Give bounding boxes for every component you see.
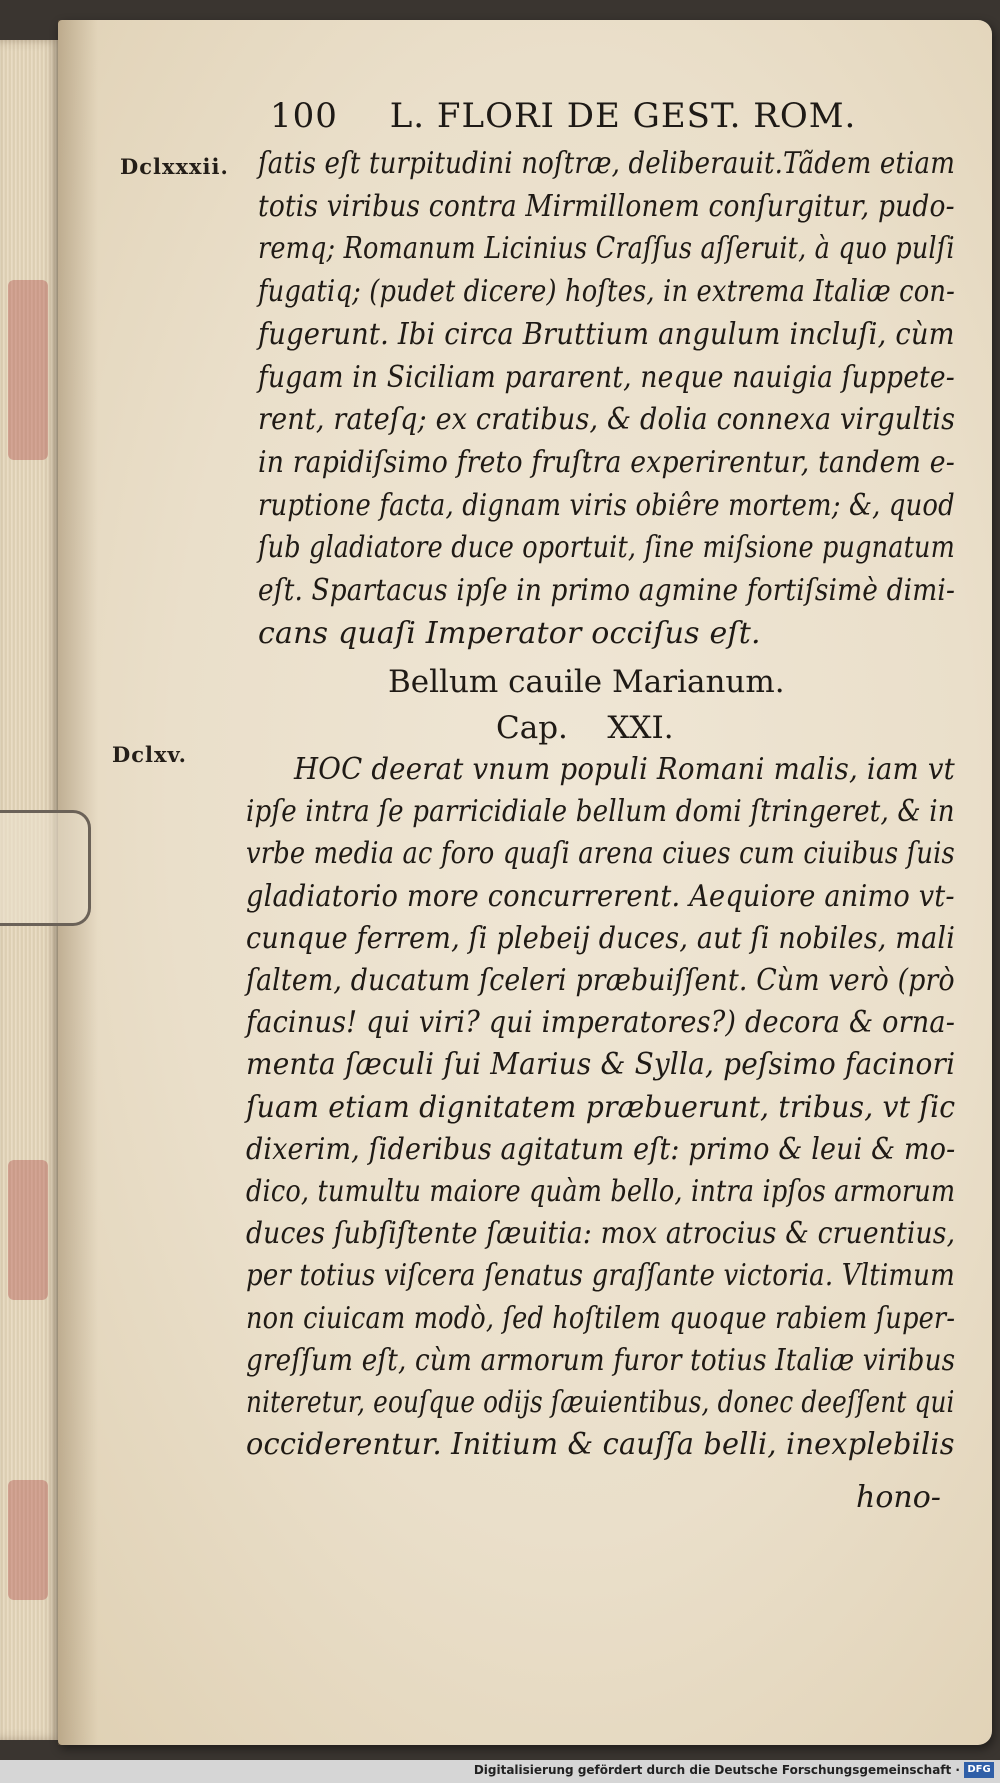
text-line: dixerim, ſideribus agitatum eſt: primo & leui & mo- — [246, 1131, 956, 1167]
text-line: ſuam etiam dignitatem præbuerunt, tribus, vt ſic — [246, 1089, 956, 1125]
red-edge-stain — [8, 1480, 48, 1600]
running-title: L. FLORI DE GEST. ROM. — [389, 96, 857, 136]
margin-note: Dclxxxii. — [120, 154, 229, 179]
text-line: non ciuicam modò, ſed hoſtilem quoque rabiem ſuper- — [246, 1300, 956, 1336]
text-line: HOC deerat vnum populi Romani malis, iam vt — [294, 752, 955, 787]
margin-note: Dclxv. — [112, 742, 187, 767]
text-line: ſub gladiatore duce oportuit, ſine miſsione pugnatum — [258, 530, 955, 566]
text-line: rent, rateſq; ex cratibus, & dolia connexa virgultis — [258, 402, 956, 438]
text-line: ſaltem, ducatum ſceleri præbuiſſent. Cùm verò (prò — [246, 963, 955, 998]
folio-number: 100 — [270, 96, 338, 136]
text-line: greſſum eſt, cùm armorum furor totius Italiæ viribus — [246, 1342, 956, 1378]
text-line: ſatis eſt turpitudini noſtræ, deliberauit.Tãdem etiam — [258, 146, 956, 181]
text-line: fugerunt. Ibi circa Bruttium angulum incluſi, cùm — [258, 316, 955, 352]
red-edge-stain — [8, 280, 48, 460]
text-line: ruptione facta, dignam viris obiêre mortem; &, quod — [258, 487, 955, 523]
text-line: duces ſubſiſtente ſæuitia: mox atrocius & cruentius, — [246, 1216, 956, 1252]
text-line: in rapidiſsimo freto fruſtra experirentur, tandem e- — [258, 444, 955, 480]
footer-credit: Digitalisierung gefördert durch die Deutsche Forschungsgemeinschaft · — [473, 1763, 960, 1777]
text-line: eſt. Spartacus ipſe in primo agmine fortiſsimè dimi- — [258, 573, 956, 608]
text-line: totis viribus contra Mirmillonem conſurgitur, pudo- — [258, 188, 955, 224]
text-line: remq; Romanum Licinius Craſſus aſſeruit, à quo pulſi — [258, 231, 955, 267]
dfg-logo: DFG — [964, 1762, 994, 1778]
red-edge-stain — [8, 1160, 48, 1300]
catchword: hono- — [856, 1480, 941, 1515]
text-line: menta ſæculi ſui Marius & Sylla, peſsimo facinori — [246, 1047, 956, 1083]
text-line: vrbe media ac foro quaſi arena ciues cum ciuibus ſuis — [246, 836, 955, 872]
text-line: per totius viſcera ſenatus graſſante victoria. Vltimum — [246, 1258, 955, 1294]
page-tab-marker — [0, 810, 91, 926]
text-line: fugam in Siciliam pararent, neque nauigia ſuppete- — [258, 359, 955, 395]
text-line: dico, tumultu maiore quàm bello, intra ipſos armorum — [246, 1174, 956, 1209]
text-line: cunque ferrem, ſi plebeij duces, aut ſi nobiles, mali — [246, 920, 956, 956]
text-line: fugatiq; (pudet dicere) hoſtes, in extrema Italiæ con- — [258, 274, 955, 310]
chapter-title: Bellum cauile Marianum. — [388, 664, 785, 700]
text-line: ipſe intra ſe parricidiale bellum domi ſtringeret, & in — [246, 794, 955, 830]
text-line: gladiatorio more concurrerent. Aequiore animo vt- — [246, 878, 955, 914]
text-line: cans quaſi Imperator occiſus eſt. — [258, 615, 761, 651]
text-line: occiderentur. Initium & cauſſa belli, inexplebilis — [246, 1427, 955, 1463]
text-line: facinus! qui viri? qui imperatores?) decora & orna- — [246, 1005, 956, 1041]
text-line: niteretur, eouſque odijs ſæuientibus, donec deeſſent qui — [246, 1385, 955, 1420]
running-head — [270, 96, 890, 136]
chapter-number: Cap. XXI. — [496, 710, 674, 746]
